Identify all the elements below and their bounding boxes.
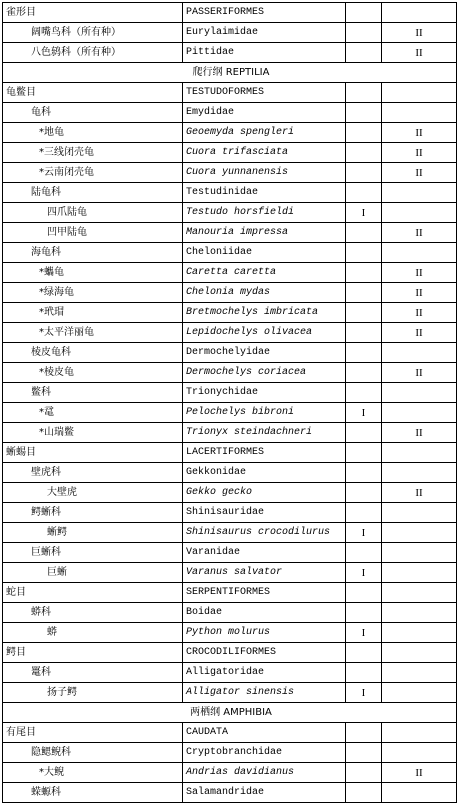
chinese-name-cell: *棱皮龟 (3, 363, 183, 383)
class-two-cell (382, 583, 457, 603)
class-two-cell: II (382, 223, 457, 243)
table-row (3, 603, 457, 623)
chinese-name-cell: 巨蜥科 (3, 543, 183, 563)
table-row (3, 3, 457, 23)
latin-name-cell: Eurylaimidae (183, 23, 346, 43)
chinese-name-cell: 海龟科 (3, 243, 183, 263)
latin-name-cell: Geoemyda spengleri (183, 123, 346, 143)
table-row (3, 443, 457, 463)
table-row (3, 163, 457, 183)
class-one-cell (346, 483, 382, 503)
chinese-name-cell: 蟒 (3, 623, 183, 643)
latin-name-cell: Cuora yunnanensis (183, 163, 346, 183)
class-one-cell (346, 123, 382, 143)
latin-name-cell: Trionyx steindachneri (183, 423, 346, 443)
latin-name-cell: Alligator sinensis (183, 683, 346, 703)
class-one-cell (346, 43, 382, 63)
latin-name-cell: Trionychidae (183, 383, 346, 403)
latin-name-cell: Emydidae (183, 103, 346, 123)
table-row (3, 683, 457, 703)
class-two-cell: II (382, 763, 457, 783)
chinese-name-cell: 蜥鳄 (3, 523, 183, 543)
class-one-cell (346, 783, 382, 803)
table-row (3, 83, 457, 103)
table-row (3, 543, 457, 563)
class-one-cell (346, 743, 382, 763)
class-two-cell (382, 783, 457, 803)
chinese-name-cell: *地龟 (3, 123, 183, 143)
class-one-cell (346, 163, 382, 183)
class-two-cell: II (382, 143, 457, 163)
chinese-name-cell: 巨蜥 (3, 563, 183, 583)
class-one-cell (346, 543, 382, 563)
latin-name-cell: Varanus salvator (183, 563, 346, 583)
table-row (3, 723, 457, 743)
chinese-name-cell: 棱皮龟科 (3, 343, 183, 363)
class-one-cell (346, 463, 382, 483)
table-row (3, 623, 457, 643)
chinese-name-cell: 龟科 (3, 103, 183, 123)
table-row (3, 123, 457, 143)
class-one-cell (346, 343, 382, 363)
class-two-cell: II (382, 423, 457, 443)
latin-name-cell: Lepidochelys olivacea (183, 323, 346, 343)
class-one-cell (346, 663, 382, 683)
latin-name-cell: Chelonia mydas (183, 283, 346, 303)
class-one-cell (346, 83, 382, 103)
latin-name-cell: Salamandridae (183, 783, 346, 803)
class-one-cell (346, 423, 382, 443)
chinese-name-cell: 隐鳃鲵科 (3, 743, 183, 763)
table-row (3, 583, 457, 603)
class-one-cell (346, 503, 382, 523)
class-two-cell (382, 203, 457, 223)
latin-name-cell: Dermochelys coriacea (183, 363, 346, 383)
latin-name-cell: Varanidae (183, 543, 346, 563)
chinese-name-cell: *蠵龟 (3, 263, 183, 283)
class-two-cell: II (382, 23, 457, 43)
chinese-name-cell: *鼋 (3, 403, 183, 423)
latin-name-cell: Cheloniidae (183, 243, 346, 263)
chinese-name-cell: *山瑞鳖 (3, 423, 183, 443)
latin-name-cell: PASSERIFORMES (183, 3, 346, 23)
class-two-cell (382, 103, 457, 123)
latin-name-cell: LACERTIFORMES (183, 443, 346, 463)
table-row (3, 743, 457, 763)
latin-name-cell: Andrias davidianus (183, 763, 346, 783)
class-one-cell (346, 363, 382, 383)
class-one-cell (346, 723, 382, 743)
table-row (3, 223, 457, 243)
class-two-cell (382, 723, 457, 743)
class-one-cell: I (346, 203, 382, 223)
class-one-cell (346, 103, 382, 123)
class-one-cell (346, 323, 382, 343)
chinese-name-cell: 凹甲陆龟 (3, 223, 183, 243)
class-two-cell: II (382, 283, 457, 303)
class-two-cell (382, 383, 457, 403)
latin-name-cell: Pelochelys bibroni (183, 403, 346, 423)
class-two-cell (382, 683, 457, 703)
table-row (3, 263, 457, 283)
table-row (3, 203, 457, 223)
class-one-cell (346, 143, 382, 163)
class-one-cell (346, 383, 382, 403)
latin-name-cell: Shinisauridae (183, 503, 346, 523)
class-two-cell (382, 3, 457, 23)
class-two-cell (382, 403, 457, 423)
table-row (3, 643, 457, 663)
class-two-cell (382, 603, 457, 623)
section-header-row (3, 63, 457, 83)
chinese-name-cell: *太平洋丽龟 (3, 323, 183, 343)
latin-name-cell: TESTUDOFORMES (183, 83, 346, 103)
chinese-name-cell: 四爪陆龟 (3, 203, 183, 223)
class-two-cell (382, 643, 457, 663)
class-one-cell: I (346, 403, 382, 423)
table-row (3, 183, 457, 203)
class-one-cell: I (346, 523, 382, 543)
class-two-cell: II (382, 323, 457, 343)
class-one-cell (346, 283, 382, 303)
table-row (3, 363, 457, 383)
chinese-name-cell: 壁虎科 (3, 463, 183, 483)
chinese-name-cell: *绿海龟 (3, 283, 183, 303)
latin-name-cell: Testudinidae (183, 183, 346, 203)
table-row (3, 423, 457, 443)
latin-name-cell: Shinisaurus crocodilurus (183, 523, 346, 543)
table-row (3, 503, 457, 523)
class-one-cell (346, 643, 382, 663)
class-two-cell (382, 523, 457, 543)
class-two-cell: II (382, 163, 457, 183)
chinese-name-cell: 有尾目 (3, 723, 183, 743)
table-row (3, 43, 457, 63)
class-one-cell: I (346, 623, 382, 643)
class-one-cell (346, 183, 382, 203)
chinese-name-cell: 雀形目 (3, 3, 183, 23)
latin-name-cell: Boidae (183, 603, 346, 623)
table-row (3, 763, 457, 783)
table-row (3, 783, 457, 803)
class-two-cell: II (382, 263, 457, 283)
latin-name-cell: Python molurus (183, 623, 346, 643)
class-one-cell (346, 3, 382, 23)
table-row (3, 383, 457, 403)
class-two-cell: II (382, 303, 457, 323)
chinese-name-cell: 鳄目 (3, 643, 183, 663)
class-one-cell (346, 303, 382, 323)
table-row (3, 343, 457, 363)
latin-name-cell: Bretmochelys imbricata (183, 303, 346, 323)
chinese-name-cell: *大鲵 (3, 763, 183, 783)
table-row (3, 283, 457, 303)
latin-name-cell: Cuora trifasciata (183, 143, 346, 163)
protected-species-table (2, 2, 457, 803)
table-row (3, 403, 457, 423)
latin-name-cell: CROCODILIFORMES (183, 643, 346, 663)
table-row (3, 303, 457, 323)
latin-name-cell: Manouria impressa (183, 223, 346, 243)
class-two-cell (382, 503, 457, 523)
chinese-name-cell: 蝾螈科 (3, 783, 183, 803)
class-two-cell (382, 743, 457, 763)
class-two-cell (382, 543, 457, 563)
class-two-cell: II (382, 43, 457, 63)
chinese-name-cell: 蟒科 (3, 603, 183, 623)
chinese-name-cell: 鳄蜥科 (3, 503, 183, 523)
class-two-cell (382, 623, 457, 643)
table-row (3, 143, 457, 163)
latin-name-cell: Dermochelyidae (183, 343, 346, 363)
table-row (3, 103, 457, 123)
latin-name-cell: Caretta caretta (183, 263, 346, 283)
table-row (3, 563, 457, 583)
class-two-cell (382, 443, 457, 463)
chinese-name-cell: *三线闭壳龟 (3, 143, 183, 163)
class-two-cell (382, 83, 457, 103)
table-row (3, 23, 457, 43)
class-one-cell (346, 23, 382, 43)
class-one-cell (346, 443, 382, 463)
class-two-cell (382, 563, 457, 583)
section-title: 两栖纲 AMPHIBIA (3, 703, 457, 723)
latin-name-cell: Cryptobranchidae (183, 743, 346, 763)
latin-name-cell: Alligatoridae (183, 663, 346, 683)
chinese-name-cell: 八色鸫科（所有种） (3, 43, 183, 63)
chinese-name-cell: 阔嘴鸟科（所有种） (3, 23, 183, 43)
class-one-cell (346, 263, 382, 283)
class-two-cell (382, 243, 457, 263)
class-one-cell (346, 583, 382, 603)
class-one-cell (346, 763, 382, 783)
class-one-cell: I (346, 563, 382, 583)
latin-name-cell: CAUDATA (183, 723, 346, 743)
class-two-cell (382, 183, 457, 203)
latin-name-cell: Gekko gecko (183, 483, 346, 503)
class-one-cell (346, 223, 382, 243)
class-one-cell (346, 243, 382, 263)
class-two-cell: II (382, 363, 457, 383)
table-row (3, 323, 457, 343)
chinese-name-cell: 蛇目 (3, 583, 183, 603)
chinese-name-cell: *云南闭壳龟 (3, 163, 183, 183)
chinese-name-cell: *玳瑁 (3, 303, 183, 323)
latin-name-cell: Pittidae (183, 43, 346, 63)
section-title: 爬行纲 REPTILIA (3, 63, 457, 83)
class-one-cell (346, 603, 382, 623)
chinese-name-cell: 蜥蜴目 (3, 443, 183, 463)
class-two-cell: II (382, 123, 457, 143)
class-two-cell (382, 663, 457, 683)
chinese-name-cell: 扬子鳄 (3, 683, 183, 703)
class-one-cell: I (346, 683, 382, 703)
class-two-cell (382, 463, 457, 483)
chinese-name-cell: 大壁虎 (3, 483, 183, 503)
class-two-cell (382, 343, 457, 363)
table-row (3, 523, 457, 543)
table-body (3, 3, 457, 803)
chinese-name-cell: 鳖科 (3, 383, 183, 403)
chinese-name-cell: 陆龟科 (3, 183, 183, 203)
chinese-name-cell: 龟鳖目 (3, 83, 183, 103)
table-row (3, 463, 457, 483)
latin-name-cell: Testudo horsfieldi (183, 203, 346, 223)
class-two-cell: II (382, 483, 457, 503)
table-row (3, 663, 457, 683)
chinese-name-cell: 鼍科 (3, 663, 183, 683)
latin-name-cell: Gekkonidae (183, 463, 346, 483)
latin-name-cell: SERPENTIFORMES (183, 583, 346, 603)
table-row (3, 483, 457, 503)
section-header-row (3, 703, 457, 723)
table-row (3, 243, 457, 263)
